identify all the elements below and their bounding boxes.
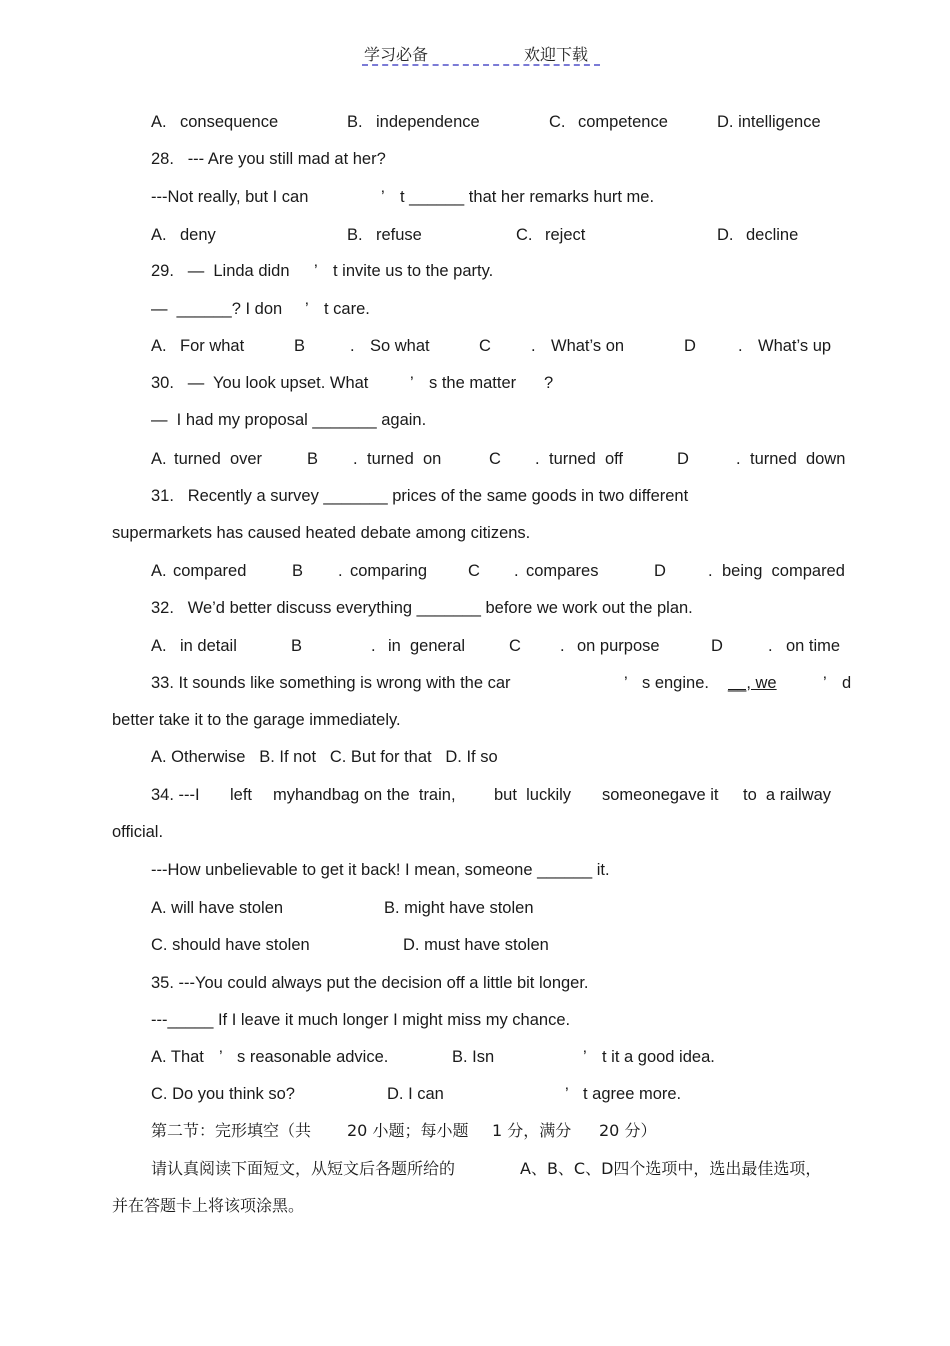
text-segment-q30-0: 30. — You look upset. What <box>151 374 369 392</box>
text-segment-q34-1: left <box>230 786 253 804</box>
text-segment-q28b-0: ---Not really, but I can <box>151 188 309 206</box>
text-line-q28: 28. --- Are you still mad at her? <box>151 150 386 168</box>
text-segment-q32o-2: B <box>291 637 303 655</box>
text-line-q30b: — I had my proposal _______ again. <box>151 411 427 429</box>
text-segment-q31o-1: compared <box>173 562 247 580</box>
text-segment-s2-1: 20 小题；每小题 <box>347 1121 469 1140</box>
text-segment-q35o1-0: A. That <box>151 1048 204 1066</box>
text-segment-q30-1: ’ <box>410 374 414 392</box>
text-segment-q35o1-5: t it a good idea. <box>602 1048 715 1066</box>
text-segment-q32o-0: A. <box>151 637 167 655</box>
text-line-q31b: supermarkets has caused heated debate among citizens. <box>112 524 531 542</box>
text-segment-q29o-2: B <box>294 337 306 355</box>
text-segment-q29o-1: For what <box>180 337 245 355</box>
text-segment-q31o-7: compares <box>526 562 599 580</box>
text-segment-s2-3: 20 分） <box>599 1121 657 1140</box>
text-segment-q28o-2: B. <box>347 226 363 244</box>
text-segment-q35o1-3: B. Isn <box>452 1048 495 1066</box>
text-segment-q30o-10: turned down <box>750 450 846 468</box>
text-segment-q32o-4: in general <box>388 637 466 655</box>
header-dashed-rule <box>362 64 600 66</box>
text-segment-q29o-7: What’s on <box>551 337 625 355</box>
text-segment-q33-5: d <box>842 674 852 692</box>
text-segment-q34-0: 34. ---I <box>151 786 200 804</box>
text-segment-q30o-9: . <box>736 450 741 468</box>
text-segment-q29b-2: t care. <box>324 300 370 318</box>
text-line-q32: 32. We’d better discuss everything _______ before we work out the plan. <box>151 599 693 617</box>
text-line-q33o: A. Otherwise B. If not C. But for that D. If so <box>151 748 498 766</box>
text-segment-q29o-0: A. <box>151 337 167 355</box>
text-segment-s2b-1: A、B、C、D四个选项中，选出最佳选项， <box>520 1159 822 1178</box>
text-segment-q33-4: ’ <box>823 674 827 692</box>
text-segment-q31o-0: A. <box>151 562 167 580</box>
text-segment-q28o-3: refuse <box>376 226 422 244</box>
text-segment-q33-1: ’ <box>624 674 628 692</box>
text-segment-q28o-6: D. <box>717 226 734 244</box>
text-segment-q31o-3: . <box>338 562 343 580</box>
text-line-s2c: 并在答题卡上将该项涂黑。 <box>112 1196 305 1215</box>
text-segment-q28o-0: A. <box>151 226 167 244</box>
text-segment-q35o1-1: ’ <box>219 1048 223 1066</box>
text-segment-q30-3: ? <box>544 374 554 392</box>
text-segment-q34o1-0: A. will have stolen <box>151 899 284 917</box>
text-segment-q32o-7: on purpose <box>577 637 660 655</box>
text-segment-l1-3: independence <box>376 113 480 131</box>
text-segment-q30o-3: . <box>353 450 358 468</box>
text-segment-q30o-5: C <box>489 450 501 468</box>
text-segment-q35o1-4: ’ <box>583 1048 587 1066</box>
text-segment-q29o-5: C <box>479 337 491 355</box>
text-segment-q32o-9: . <box>768 637 773 655</box>
text-segment-q30o-1: turned over <box>174 450 263 468</box>
text-line-q33b: better take it to the garage immediately. <box>112 711 401 729</box>
text-segment-q30o-0: A. <box>151 450 167 468</box>
text-segment-q31o-5: C <box>468 562 480 580</box>
text-segment-q35o1-2: s reasonable advice. <box>237 1048 389 1066</box>
text-segment-q30o-2: B <box>307 450 319 468</box>
text-segment-q29-0: 29. — Linda didn <box>151 262 290 280</box>
text-segment-q32o-8: D <box>711 637 723 655</box>
text-segment-q32o-6: . <box>560 637 565 655</box>
text-segment-l1-5: competence <box>578 113 668 131</box>
text-segment-q34-3: but luckily <box>494 786 572 804</box>
text-segment-q29o-10: What’s up <box>758 337 832 355</box>
text-segment-q28o-5: reject <box>545 226 586 244</box>
text-segment-q35o2-1: D. I can <box>387 1085 444 1103</box>
page-header <box>0 42 950 68</box>
text-segment-q34o1-1: B. might have stolen <box>384 899 534 917</box>
text-segment-q29o-6: . <box>531 337 536 355</box>
text-line-q35: 35. ---You could always put the decision off a little bit longer. <box>151 974 589 992</box>
text-segment-l1-1: consequence <box>180 113 279 131</box>
text-segment-q32o-10: on time <box>786 637 841 655</box>
text-segment-s2-0: 第二节：完形填空（共 <box>151 1121 312 1140</box>
text-segment-q29o-9: . <box>738 337 743 355</box>
text-segment-q31o-2: B <box>292 562 304 580</box>
text-segment-q35o2-2: ’ <box>565 1085 569 1103</box>
text-segment-q34-2: myhandbag on the train, <box>273 786 456 804</box>
text-segment-q29o-4: So what <box>370 337 430 355</box>
text-segment-q30o-7: turned off <box>549 450 624 468</box>
text-segment-q28b-1: ’ <box>381 188 385 206</box>
text-segment-q32o-1: in detail <box>180 637 237 655</box>
text-line-q35b: ---_____ If I leave it much longer I might miss my chance. <box>151 1011 571 1029</box>
text-segment-q35o2-0: C. Do you think so? <box>151 1085 295 1103</box>
text-segment-q32o-5: C <box>509 637 521 655</box>
text-segment-q32o-3: . <box>371 637 376 655</box>
text-line-q34b: official. <box>112 823 164 841</box>
text-segment-q35o2-3: t agree more. <box>583 1085 682 1103</box>
text-segment-q29-1: ’ <box>314 262 318 280</box>
text-segment-q30o-6: . <box>535 450 540 468</box>
text-segment-q30-2: s the matter <box>429 374 517 392</box>
text-line-q31: 31. Recently a survey _______ prices of the same goods in two different <box>151 487 689 505</box>
text-segment-q31o-10: being compared <box>722 562 845 580</box>
text-segment-q29b-0: — ______? I don <box>151 300 283 318</box>
text-segment-q33-2: s engine. <box>642 674 709 692</box>
text-segment-q28o-1: deny <box>180 226 216 244</box>
text-segment-q34-4: someonegave it <box>602 786 719 804</box>
text-segment-q31o-6: . <box>514 562 519 580</box>
text-segment-q31o-9: . <box>708 562 713 580</box>
text-segment-l1-2: B. <box>347 113 363 131</box>
text-segment-l1-0: A. <box>151 113 167 131</box>
text-segment-q31o-8: D <box>654 562 666 580</box>
text-segment-l1-4: C. <box>549 113 566 131</box>
header-left-text: 学习必备 <box>364 45 429 64</box>
text-segment-q34-5: to a railway <box>743 786 832 804</box>
text-segment-q34o2-1: D. must have stolen <box>403 936 549 954</box>
text-segment-q29o-8: D <box>684 337 696 355</box>
text-segment-q28o-7: decline <box>746 226 799 244</box>
text-segment-l1-6: D. intelligence <box>717 113 821 131</box>
text-segment-q34o2-0: C. should have stolen <box>151 936 310 954</box>
header-right-text: 欢迎下载 <box>524 45 589 64</box>
text-segment-s2-2: 1 分，满分 <box>492 1121 572 1140</box>
text-segment-q30o-4: turned on <box>367 450 442 468</box>
text-segment-q30o-8: D <box>677 450 689 468</box>
text-segment-q29-2: t invite us to the party. <box>333 262 494 280</box>
text-segment-q33-0: 33. It sounds like something is wrong with the car <box>151 674 511 692</box>
text-segment-q33-3: __, we <box>728 674 777 692</box>
text-segment-q31o-4: comparing <box>350 562 428 580</box>
text-segment-q29o-3: . <box>350 337 355 355</box>
text-segment-s2b-0: 请认真阅读下面短文，从短文后各题所给的 <box>151 1159 456 1178</box>
text-segment-q28b-2: t ______ that her remarks hurt me. <box>400 188 655 206</box>
text-segment-q28o-4: C. <box>516 226 533 244</box>
text-segment-q29b-1: ’ <box>305 300 309 318</box>
text-line-q34c: ---How unbelievable to get it back! I mean, someone ______ it. <box>151 861 610 879</box>
